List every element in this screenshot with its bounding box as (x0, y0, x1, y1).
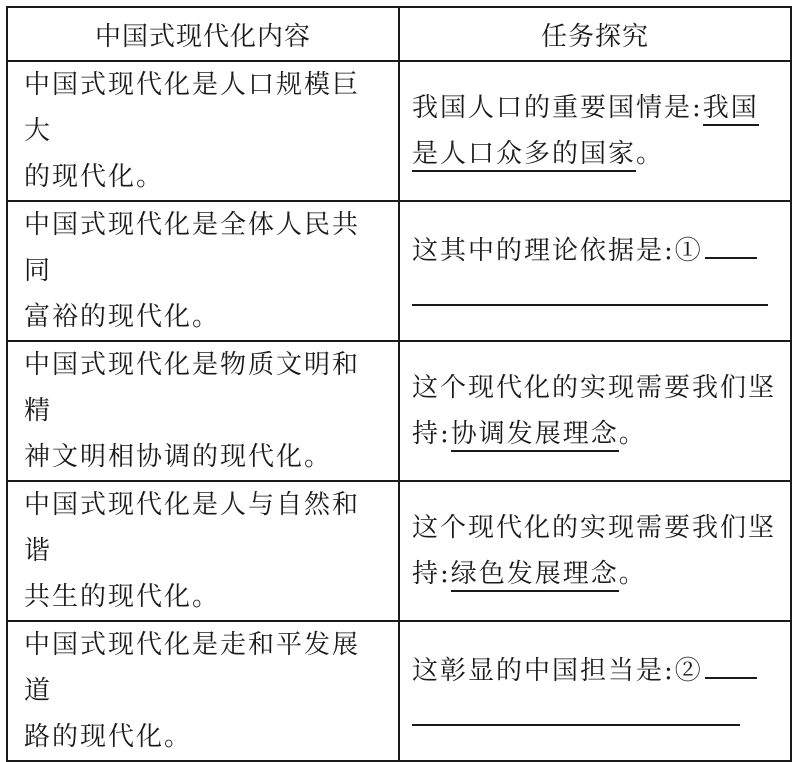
task-cell (399, 61, 791, 201)
content-cell (7, 61, 399, 201)
task-prompt: 持: (412, 419, 451, 449)
answer-blank-1-continued[interactable] (412, 274, 768, 306)
content-line: 共生的现代化。 (24, 582, 221, 612)
content-cell (7, 341, 399, 481)
answer-blank-2[interactable] (705, 647, 757, 679)
punctuation: 。 (636, 139, 665, 169)
content-cell (7, 481, 399, 621)
task-prompt: 这彰显的中国担当是:② (412, 655, 703, 686)
header-task-column: 任务探究 (399, 7, 791, 61)
content-line: 中国式现代化是物质文明和精 (24, 350, 361, 426)
content-line: 神文明相协调的现代化。 (24, 442, 333, 472)
answer-blank-2-continued[interactable] (412, 694, 740, 726)
table-row (7, 481, 791, 621)
task-cell (399, 201, 791, 341)
task-cell (399, 341, 791, 481)
answer-blank-1[interactable] (705, 227, 757, 259)
content-cell (7, 201, 399, 341)
content-line: 富裕的现代化。 (24, 302, 221, 332)
filled-answer: 绿色发展理念 (451, 559, 619, 592)
table-row (7, 201, 791, 341)
content-line: 中国式现代化是人与自然和谐 (24, 490, 361, 566)
filled-answer: 协调发展理念 (451, 419, 619, 452)
table-row (7, 61, 791, 201)
filled-answer: 我国 (703, 93, 759, 126)
table-row (7, 341, 791, 481)
punctuation: 。 (618, 559, 647, 589)
task-prompt: 我国人口的重要国情是: (412, 93, 703, 123)
punctuation: 。 (618, 419, 647, 449)
table-row (7, 621, 791, 761)
filled-answer: 是人口众多的国家 (412, 139, 636, 172)
content-line: 中国式现代化是人口规模巨大 (24, 70, 361, 146)
task-table (6, 6, 792, 762)
content-line: 的现代化。 (24, 162, 165, 192)
task-prompt: 持: (412, 559, 451, 589)
task-prompt: 这其中的理论依据是:① (412, 235, 703, 266)
content-line: 中国式现代化是走和平发展道 (24, 630, 361, 706)
task-line: 这个现代化的实现需要我们坚 (412, 373, 777, 403)
task-cell (399, 621, 791, 761)
content-cell (7, 621, 399, 761)
content-line: 路的现代化。 (24, 722, 193, 752)
content-line: 中国式现代化是全体人民共同 (24, 210, 361, 286)
header-content-column: 中国式现代化内容 (7, 7, 399, 61)
task-line: 这个现代化的实现需要我们坚 (412, 513, 777, 543)
table-header-row (7, 7, 791, 61)
task-cell (399, 481, 791, 621)
